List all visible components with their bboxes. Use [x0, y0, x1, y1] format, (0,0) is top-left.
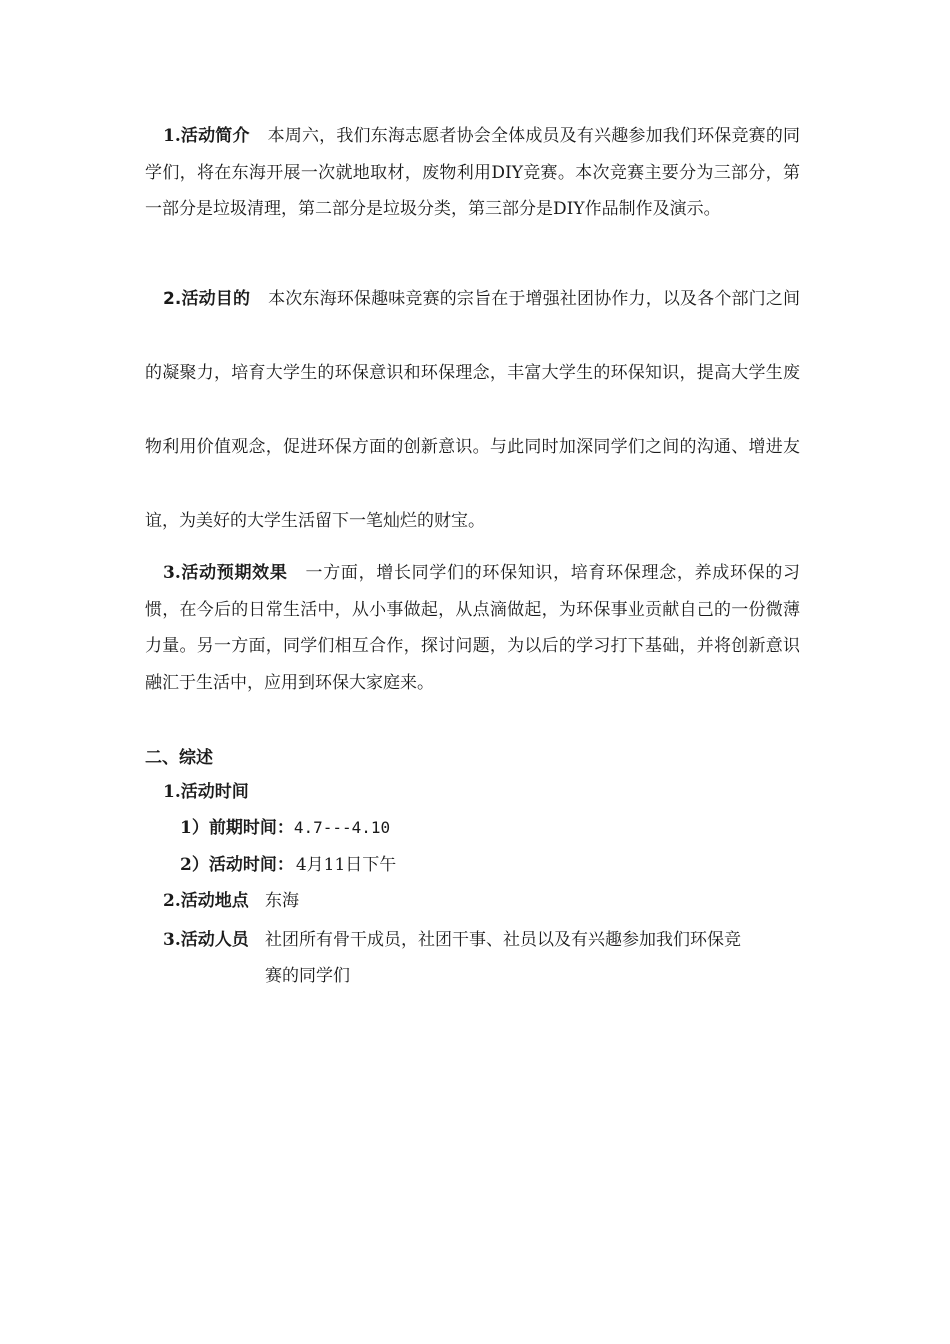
effect-label: 3.活动预期效果	[163, 563, 288, 583]
place-value: 东海	[265, 891, 299, 911]
intro-paragraph	[145, 118, 800, 228]
people-label: 3.活动人员	[163, 930, 249, 950]
people-value-line1: 社团所有骨干成员，社团干事、社员以及有兴趣参加我们环保竞	[265, 930, 741, 950]
prep-time-row	[180, 810, 390, 846]
intro-label: 1.活动简介	[163, 126, 250, 146]
prep-time-value: 4.7---4.10	[293, 818, 391, 837]
effect-paragraph	[145, 555, 800, 701]
place-row	[163, 883, 249, 919]
people-value-line2: 赛的同学们	[265, 966, 350, 986]
event-time-label: 2）活动时间：	[180, 855, 294, 875]
purpose-paragraph	[145, 262, 800, 558]
effect-text: 一方面，增长同学们的环保知识，培育环保理念，养成环保的习惯，在今后的日常生活中，从小事做起，从点滴做起，为环保事业贡献自己的一份微薄力量。另一方面，同学们相互合作，探讨问题，为以后的学习打下基础，并将创新意识融汇于生活中，应用到环保大家庭来。	[145, 563, 801, 693]
overview-heading: 二、综述	[145, 748, 213, 768]
purpose-text: 本次东海环保趣味竞赛的宗旨在于增强社团协作力，以及各个部门之间的凝聚力，培育大学生的环保意识和环保理念，丰富大学生的环保知识，提高大学生废物利用价值观念，促进环保方面的创新意识。与此同时加深同学们之间的沟通、增进友谊，为美好的大学生活留下一笔灿烂的财宝。	[145, 289, 800, 531]
intro-text: 本周六，我们东海志愿者协会全体成员及有兴趣参加我们环保竞赛的同学们，将在东海开展一次就地取材，废物利用DIY竞赛。本次竞赛主要分为三部分，第一部分是垃圾清理，第二部分是垃圾分类，第三部分是DIY作品制作及演示。	[145, 126, 800, 219]
event-time-row	[180, 847, 396, 883]
place-label: 2.活动地点	[163, 891, 249, 911]
event-time-value: 4月11日下午	[295, 855, 397, 875]
time-label: 1.活动时间	[163, 782, 249, 802]
purpose-label: 2.活动目的	[163, 289, 251, 309]
prep-time-label: 1）前期时间：	[180, 818, 294, 838]
